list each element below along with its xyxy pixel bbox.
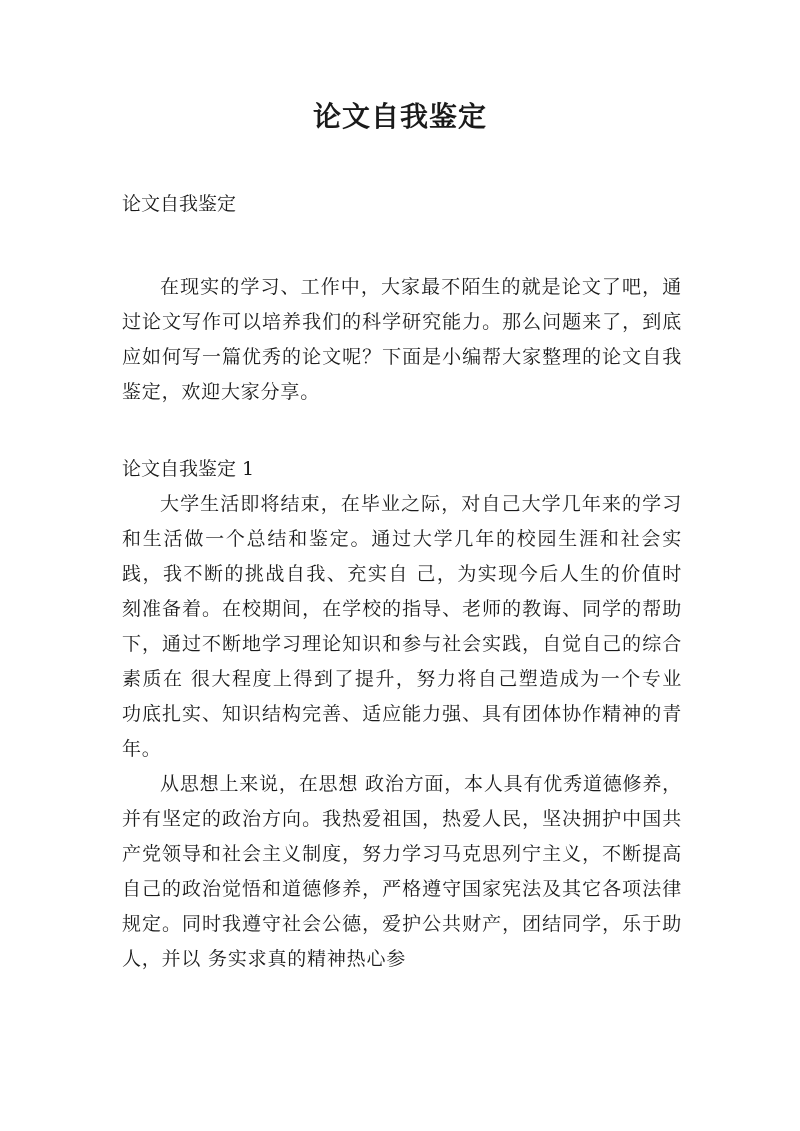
document-subtitle: 论文自我鉴定: [122, 193, 237, 215]
spacer: [122, 222, 682, 270]
document-title: 论文自我鉴定: [312, 100, 487, 133]
spacer: [122, 410, 682, 452]
document-body: [122, 187, 682, 977]
intro-paragraph: 在现实的学习、工作中，大家最不陌生的就是论文了吧，通过论文写作可以培养我们的科学研究能力。那么问题来了，到底应如何写一篇优秀的论文呢？下面是小编帮大家整理的论文自我鉴定，欢迎大家分享。: [122, 276, 682, 403]
body-paragraph: 大学生活即将结束，在毕业之际，对自己大学几年来的学习和生活做一个总结和鉴定。通过大学几年的校园生涯和社会实践，我不断的挑战自我、充实自 己，为实现今后人生的价值时刻准备着。在校期间，在学校的指导、老师的教诲、同学的帮助下，通过不断地学习理论知识和参与社会实践，自觉自己的综合素质在 很大程度上得到了提升，努力将自己塑造成为一个专业功底扎实、知识结构完善、适应能力强、具有团体协作精神的青年。: [122, 493, 682, 760]
body-paragraph: 从思想上来说，在思想 政治方面，本人具有优秀道德修养，并有坚定的政治方向。我热爱祖国，热爱人民，坚决拥护中国共产党领导和社会主义制度，努力学习马克思列宁主义，不断提高自己的政治觉悟和道德修养，严格遵守国家宪法及其它各项法律规定。同时我遵守社会公德，爱护公共财产，团结同学，乐于助人，并以 务实求真的精神热心参: [122, 773, 682, 970]
section-heading: 论文自我鉴定 1: [122, 458, 255, 480]
